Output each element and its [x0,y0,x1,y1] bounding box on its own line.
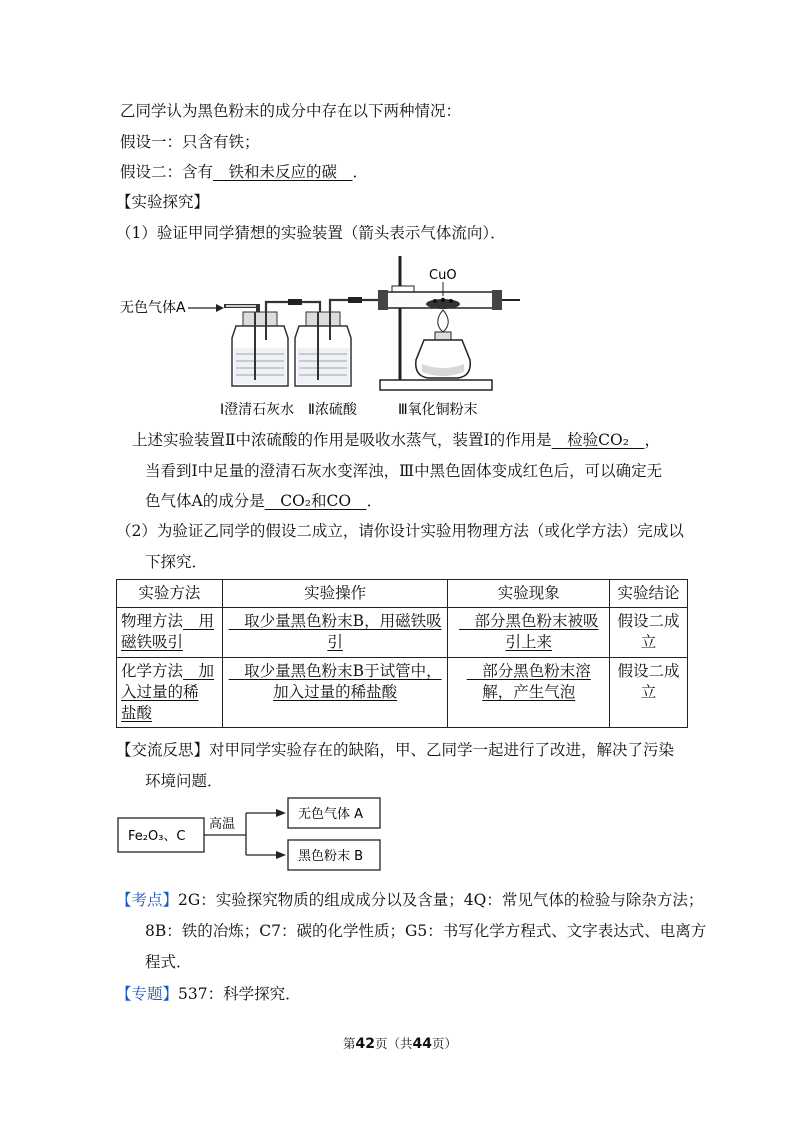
alcohol-lamp [416,310,471,378]
label-tube: Ⅲ氧化铜粉末 [398,402,478,418]
cell-phenomenon-physical [448,608,610,658]
phenomenon-line-a: 部分黑色粉末被吸 [459,612,599,630]
reflection-tag: 【交流反思】 [116,741,210,759]
page-footer [0,1034,800,1052]
section-experiment-heading: 【实验探究】 [116,193,210,211]
question-two-line-1: （2）为验证乙同学的假设二成立，请你设计实验用物理方法（或化学方法）完成以 [116,522,684,540]
total-page-count: 44 [412,1036,432,1052]
hypothesis-two-suffix: ． [352,163,369,181]
intro-line: 乙同学认为黑色粉末的成分中存在以下两种情况： [120,102,462,120]
hypothesis-two-answer: 铁和未反应的碳 [213,163,353,181]
flow-start-label: Fe₂O₃、C [128,829,186,844]
zhuanti-line [116,983,301,1005]
method-label: 化学方法 [121,662,184,680]
phenomenon-line-b: 解，产生气泡 [482,683,576,701]
flow-arrow-icon [276,851,286,859]
cell-operation-chemical [222,658,448,728]
flow-arrow-icon [276,809,286,817]
bottle-sulfuric-acid [295,312,351,386]
table-header-row [117,580,688,608]
apparatus-explanation-line-2: 当看到Ⅰ中足量的澄清石灰水变浑浊，Ⅲ中黑色固体变成红色后，可以确定无 [145,462,663,480]
explanation-comma: ， [644,431,660,449]
kaodian-tag: 【考点】 [116,891,179,909]
kaodian-line-1 [116,889,703,911]
apparatus-diagram [110,248,530,423]
phenomenon-line-a: 部分黑色粉末溶 [466,662,591,680]
cell-phenomenon-chemical [448,658,610,728]
hypothesis-two [120,161,368,183]
hypothesis-one: 假设一：只含有铁； [120,133,260,151]
flow-output-gas: 无色气体 A [298,807,364,822]
kaodian-line-3: 程式． [145,953,192,971]
footer-mid: 页（共 [374,1036,413,1051]
cell-method-physical [117,608,223,658]
operation-line-a: 取少量黑色粉末B，用磁铁吸 [228,612,442,630]
header-conclusion: 实验结论 [610,580,688,608]
header-phenomenon: 实验现象 [448,580,610,608]
experiment-table [116,579,688,728]
explanation-text-c: 色气体A的成分是 [145,492,265,510]
operation-line-a: 取少量黑色粉末B于试管中， [228,662,442,680]
question-two-line-2: 下探究． [145,553,208,571]
label-bottle-two: Ⅱ浓硫酸 [308,402,357,418]
reflection-line-1 [116,739,674,761]
operation-line-b: 引 [327,633,343,651]
conclusion-line-a: 假设二成 [617,662,680,680]
apparatus-explanation-line-3 [145,490,382,512]
explanation-text-a: 上述实验装置Ⅱ中浓硫酸的作用是吸收水蒸气，装置Ⅰ的作用是 [132,431,552,449]
current-page-number: 42 [355,1036,375,1052]
zhuanti-text: 537：科学探究． [178,985,301,1003]
gas-label: 无色气体A [120,300,186,316]
reaction-flow-diagram [116,796,396,876]
kaodian-text: 2G：实验探究物质的组成成分以及含量；4Q：常见气体的检验与除杂方法； [178,891,704,909]
conclusion-line-b: 立 [640,633,657,651]
operation-line-b: 加入过量的稀盐酸 [273,683,398,701]
method-answer: 用磁铁吸引 [121,612,215,651]
table-row [117,608,688,658]
cell-conclusion-physical [610,608,688,658]
hypothesis-two-prefix: 假设二：含有 [120,163,214,181]
flow-condition-label: 高温 [209,817,236,832]
explanation-period: ． [366,492,383,510]
reflection-text: 对甲同学实验存在的缺陷，甲、乙同学一起进行了改进，解决了污染 [209,741,675,759]
phenomenon-line-b: 引上来 [505,633,553,651]
conclusion-line-b: 立 [640,683,657,701]
label-bottle-one: Ⅰ澄清石灰水 [220,402,295,418]
cell-conclusion-chemical [610,658,688,728]
reflection-line-2: 环境问题． [145,772,223,790]
answer-gas-composition: CO₂和CO [264,492,367,510]
method-answer-a: 加 [183,662,215,680]
apparatus-explanation-line-1 [132,429,660,451]
answer-detect-co2: 检验CO₂ [551,431,645,449]
method-answer-c: 盐酸 [121,704,153,722]
header-method: 实验方法 [117,580,223,608]
table-row [117,658,688,728]
footer-pre: 第 [342,1036,356,1051]
flow-output-powder: 黑色粉末 B [298,849,364,864]
reaction-tube [378,290,520,310]
footer-post: 页） [431,1036,457,1051]
cuo-label: CuO [429,268,457,283]
gas-flow-arrow-icon [216,304,224,312]
question-one-text: （1）验证甲同学猜想的实验装置（箭头表示气体流向）． [116,224,506,242]
bottle-limewater [232,312,288,386]
cell-operation-physical [222,608,448,658]
method-label: 物理方法 [121,612,184,630]
cell-method-chemical [117,658,223,728]
zhuanti-tag: 【专题】 [116,985,179,1003]
kaodian-line-2: 8B：铁的冶炼；C7：碳的化学性质；G5：书写化学方程式、文字表达式、电离方 [145,922,707,940]
method-answer-b: 入过量的稀 [121,683,199,701]
conclusion-line-a: 假设二成 [617,612,680,630]
header-operation: 实验操作 [222,580,448,608]
